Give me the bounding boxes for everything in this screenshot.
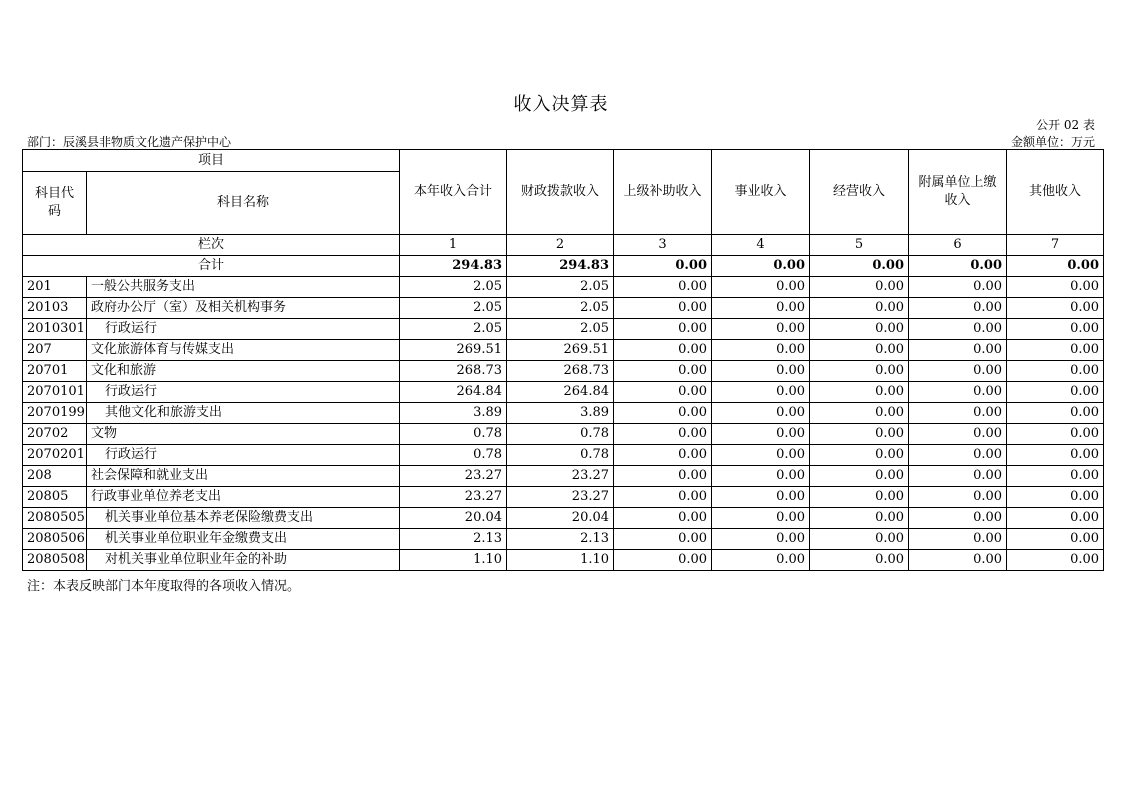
amount-cell: 0.00 [810, 508, 909, 529]
column-number: 5 [810, 235, 909, 256]
amount-cell: 0.00 [1007, 466, 1104, 487]
amount-cell: 0.78 [507, 445, 614, 466]
amount-cell: 0.00 [614, 298, 712, 319]
subject-code: 207 [23, 340, 87, 361]
amount-cell: 264.84 [507, 382, 614, 403]
column-number: 2 [507, 235, 614, 256]
amount-cell: 0.00 [810, 445, 909, 466]
amount-cell: 0.00 [712, 508, 810, 529]
amount-cell: 264.84 [400, 382, 507, 403]
col-header-7: 其他收入 [1007, 150, 1104, 235]
amount-cell: 0.00 [1007, 550, 1104, 571]
subject-name: 行政事业单位养老支出 [87, 487, 400, 508]
table-row [23, 487, 1104, 508]
total-value: 0.00 [909, 256, 1007, 277]
amount-cell: 0.00 [810, 277, 909, 298]
amount-cell: 0.00 [712, 529, 810, 550]
table-row [23, 361, 1104, 382]
subject-name: 其他文化和旅游支出 [87, 403, 400, 424]
amount-cell: 0.00 [712, 466, 810, 487]
subject-code: 20701 [23, 361, 87, 382]
subject-code: 20103 [23, 298, 87, 319]
subject-name: 行政运行 [87, 319, 400, 340]
subject-name: 行政运行 [87, 445, 400, 466]
subject-code: 208 [23, 466, 87, 487]
column-number: 7 [1007, 235, 1104, 256]
amount-cell: 0.00 [614, 487, 712, 508]
amount-cell: 0.00 [712, 487, 810, 508]
subject-code: 2070101 [23, 382, 87, 403]
column-index-label: 栏次 [23, 235, 400, 256]
amount-cell: 3.89 [400, 403, 507, 424]
subject-code: 20805 [23, 487, 87, 508]
amount-cell: 0.00 [712, 361, 810, 382]
amount-cell: 0.00 [712, 550, 810, 571]
total-label: 合计 [23, 256, 400, 277]
amount-cell: 0.00 [909, 550, 1007, 571]
amount-cell: 0.00 [614, 529, 712, 550]
item-group-header: 项目 [23, 150, 400, 172]
amount-cell: 0.00 [1007, 298, 1104, 319]
amount-cell: 0.00 [712, 445, 810, 466]
amount-cell: 0.00 [810, 466, 909, 487]
amount-cell: 0.00 [614, 445, 712, 466]
amount-cell: 0.00 [712, 319, 810, 340]
subject-code: 2010301 [23, 319, 87, 340]
amount-cell: 0.00 [614, 550, 712, 571]
amount-cell: 0.00 [1007, 487, 1104, 508]
amount-cell: 0.00 [909, 424, 1007, 445]
amount-cell: 268.73 [507, 361, 614, 382]
income-table [22, 149, 1104, 571]
amount-cell: 0.00 [614, 424, 712, 445]
table-row [23, 550, 1104, 571]
subject-code: 2070199 [23, 403, 87, 424]
amount-cell: 0.00 [712, 382, 810, 403]
table-row [23, 445, 1104, 466]
amount-cell: 0.00 [1007, 382, 1104, 403]
amount-cell: 1.10 [507, 550, 614, 571]
amount-cell: 0.00 [909, 340, 1007, 361]
amount-cell: 0.00 [1007, 403, 1104, 424]
amount-cell: 0.00 [810, 424, 909, 445]
amount-cell: 269.51 [507, 340, 614, 361]
amount-cell: 0.00 [909, 382, 1007, 403]
table-body [23, 277, 1104, 571]
department-label: 部门：辰溪县非物质文化遗产保护中心 [27, 135, 232, 149]
col-header-2: 财政拨款收入 [507, 150, 614, 235]
amount-cell: 2.05 [400, 277, 507, 298]
table-row [23, 319, 1104, 340]
col-header-5: 经营收入 [810, 150, 909, 235]
amount-cell: 1.10 [400, 550, 507, 571]
page-title: 收入决算表 [513, 94, 609, 115]
subject-code: 20702 [23, 424, 87, 445]
amount-cell: 0.00 [810, 487, 909, 508]
amount-cell: 2.05 [400, 298, 507, 319]
footnote: 注：本表反映部门本年度取得的各项收入情况。 [27, 579, 301, 594]
amount-cell: 20.04 [507, 508, 614, 529]
subject-name: 文化和旅游 [87, 361, 400, 382]
subject-name: 文化旅游体育与传媒支出 [87, 340, 400, 361]
amount-cell: 0.78 [400, 445, 507, 466]
total-value: 0.00 [712, 256, 810, 277]
amount-cell: 0.00 [909, 277, 1007, 298]
table-row [23, 424, 1104, 445]
subject-code: 2070201 [23, 445, 87, 466]
name-header: 科目名称 [87, 172, 400, 235]
amount-cell: 0.00 [1007, 277, 1104, 298]
amount-cell: 0.00 [810, 298, 909, 319]
amount-cell: 23.27 [400, 466, 507, 487]
col-header-4: 事业收入 [712, 150, 810, 235]
table-row [23, 508, 1104, 529]
amount-cell: 0.78 [507, 424, 614, 445]
col-header-3: 上级补助收入 [614, 150, 712, 235]
total-value: 294.83 [400, 256, 507, 277]
subject-name: 机关事业单位基本养老保险缴费支出 [87, 508, 400, 529]
amount-cell: 23.27 [400, 487, 507, 508]
amount-cell: 0.00 [810, 529, 909, 550]
amount-cell: 0.00 [1007, 319, 1104, 340]
amount-cell: 0.00 [614, 319, 712, 340]
amount-cell: 0.00 [1007, 508, 1104, 529]
subject-name: 一般公共服务支出 [87, 277, 400, 298]
amount-cell: 0.00 [712, 424, 810, 445]
amount-cell: 2.05 [507, 298, 614, 319]
amount-cell: 0.00 [712, 340, 810, 361]
code-header: 科目代码 [23, 172, 87, 235]
amount-cell: 20.04 [400, 508, 507, 529]
amount-cell: 2.13 [400, 529, 507, 550]
amount-cell: 0.00 [614, 382, 712, 403]
amount-cell: 0.00 [810, 550, 909, 571]
amount-cell: 23.27 [507, 487, 614, 508]
total-value: 294.83 [507, 256, 614, 277]
column-number: 6 [909, 235, 1007, 256]
amount-cell: 0.00 [909, 466, 1007, 487]
amount-cell: 0.00 [909, 508, 1007, 529]
table-row [23, 466, 1104, 487]
table-row [23, 403, 1104, 424]
total-value: 0.00 [614, 256, 712, 277]
column-number: 4 [712, 235, 810, 256]
subject-code: 2080508 [23, 550, 87, 571]
amount-cell: 0.00 [810, 319, 909, 340]
table-row [23, 340, 1104, 361]
amount-cell: 2.13 [507, 529, 614, 550]
amount-cell: 0.00 [614, 466, 712, 487]
amount-cell: 0.00 [712, 298, 810, 319]
subject-name: 机关事业单位职业年金缴费支出 [87, 529, 400, 550]
amount-cell: 0.00 [810, 382, 909, 403]
total-value: 0.00 [810, 256, 909, 277]
amount-cell: 2.05 [507, 319, 614, 340]
amount-cell: 0.00 [614, 361, 712, 382]
subject-code: 2080506 [23, 529, 87, 550]
amount-cell: 0.00 [712, 277, 810, 298]
amount-cell: 0.00 [909, 529, 1007, 550]
subject-name: 社会保障和就业支出 [87, 466, 400, 487]
subject-code: 2080505 [23, 508, 87, 529]
amount-cell: 0.00 [909, 403, 1007, 424]
amount-cell: 23.27 [507, 466, 614, 487]
subject-name: 行政运行 [87, 382, 400, 403]
amount-cell: 0.00 [1007, 529, 1104, 550]
total-value: 0.00 [1007, 256, 1104, 277]
amount-cell: 0.00 [1007, 424, 1104, 445]
column-number: 1 [400, 235, 507, 256]
amount-cell: 0.00 [1007, 445, 1104, 466]
amount-cell: 0.00 [909, 445, 1007, 466]
table-row [23, 529, 1104, 550]
table-row [23, 277, 1104, 298]
amount-cell: 269.51 [400, 340, 507, 361]
amount-cell: 2.05 [507, 277, 614, 298]
amount-cell: 0.00 [810, 361, 909, 382]
column-number: 3 [614, 235, 712, 256]
col-header-1: 本年收入合计 [400, 150, 507, 235]
subject-name: 政府办公厅（室）及相关机构事务 [87, 298, 400, 319]
subject-code: 201 [23, 277, 87, 298]
subject-name: 文物 [87, 424, 400, 445]
amount-cell: 268.73 [400, 361, 507, 382]
amount-cell: 0.00 [810, 403, 909, 424]
amount-cell: 0.00 [1007, 340, 1104, 361]
amount-cell: 0.00 [909, 319, 1007, 340]
col-header-6: 附属单位上缴收入 [909, 150, 1007, 235]
subject-name: 对机关事业单位职业年金的补助 [87, 550, 400, 571]
amount-cell: 0.00 [810, 340, 909, 361]
amount-cell: 0.00 [909, 298, 1007, 319]
amount-cell: 0.00 [909, 361, 1007, 382]
amount-cell: 3.89 [507, 403, 614, 424]
amount-cell: 0.00 [614, 340, 712, 361]
amount-cell: 2.05 [400, 319, 507, 340]
amount-cell: 0.00 [909, 487, 1007, 508]
amount-cell: 0.00 [614, 403, 712, 424]
amount-cell: 0.00 [1007, 361, 1104, 382]
amount-cell: 0.00 [614, 277, 712, 298]
amount-cell: 0.00 [712, 403, 810, 424]
form-number: 公开 02 表 [1036, 118, 1095, 132]
table-row [23, 298, 1104, 319]
table-row [23, 382, 1104, 403]
amount-cell: 0.00 [614, 508, 712, 529]
amount-cell: 0.78 [400, 424, 507, 445]
amount-unit: 金额单位：万元 [1010, 135, 1095, 149]
